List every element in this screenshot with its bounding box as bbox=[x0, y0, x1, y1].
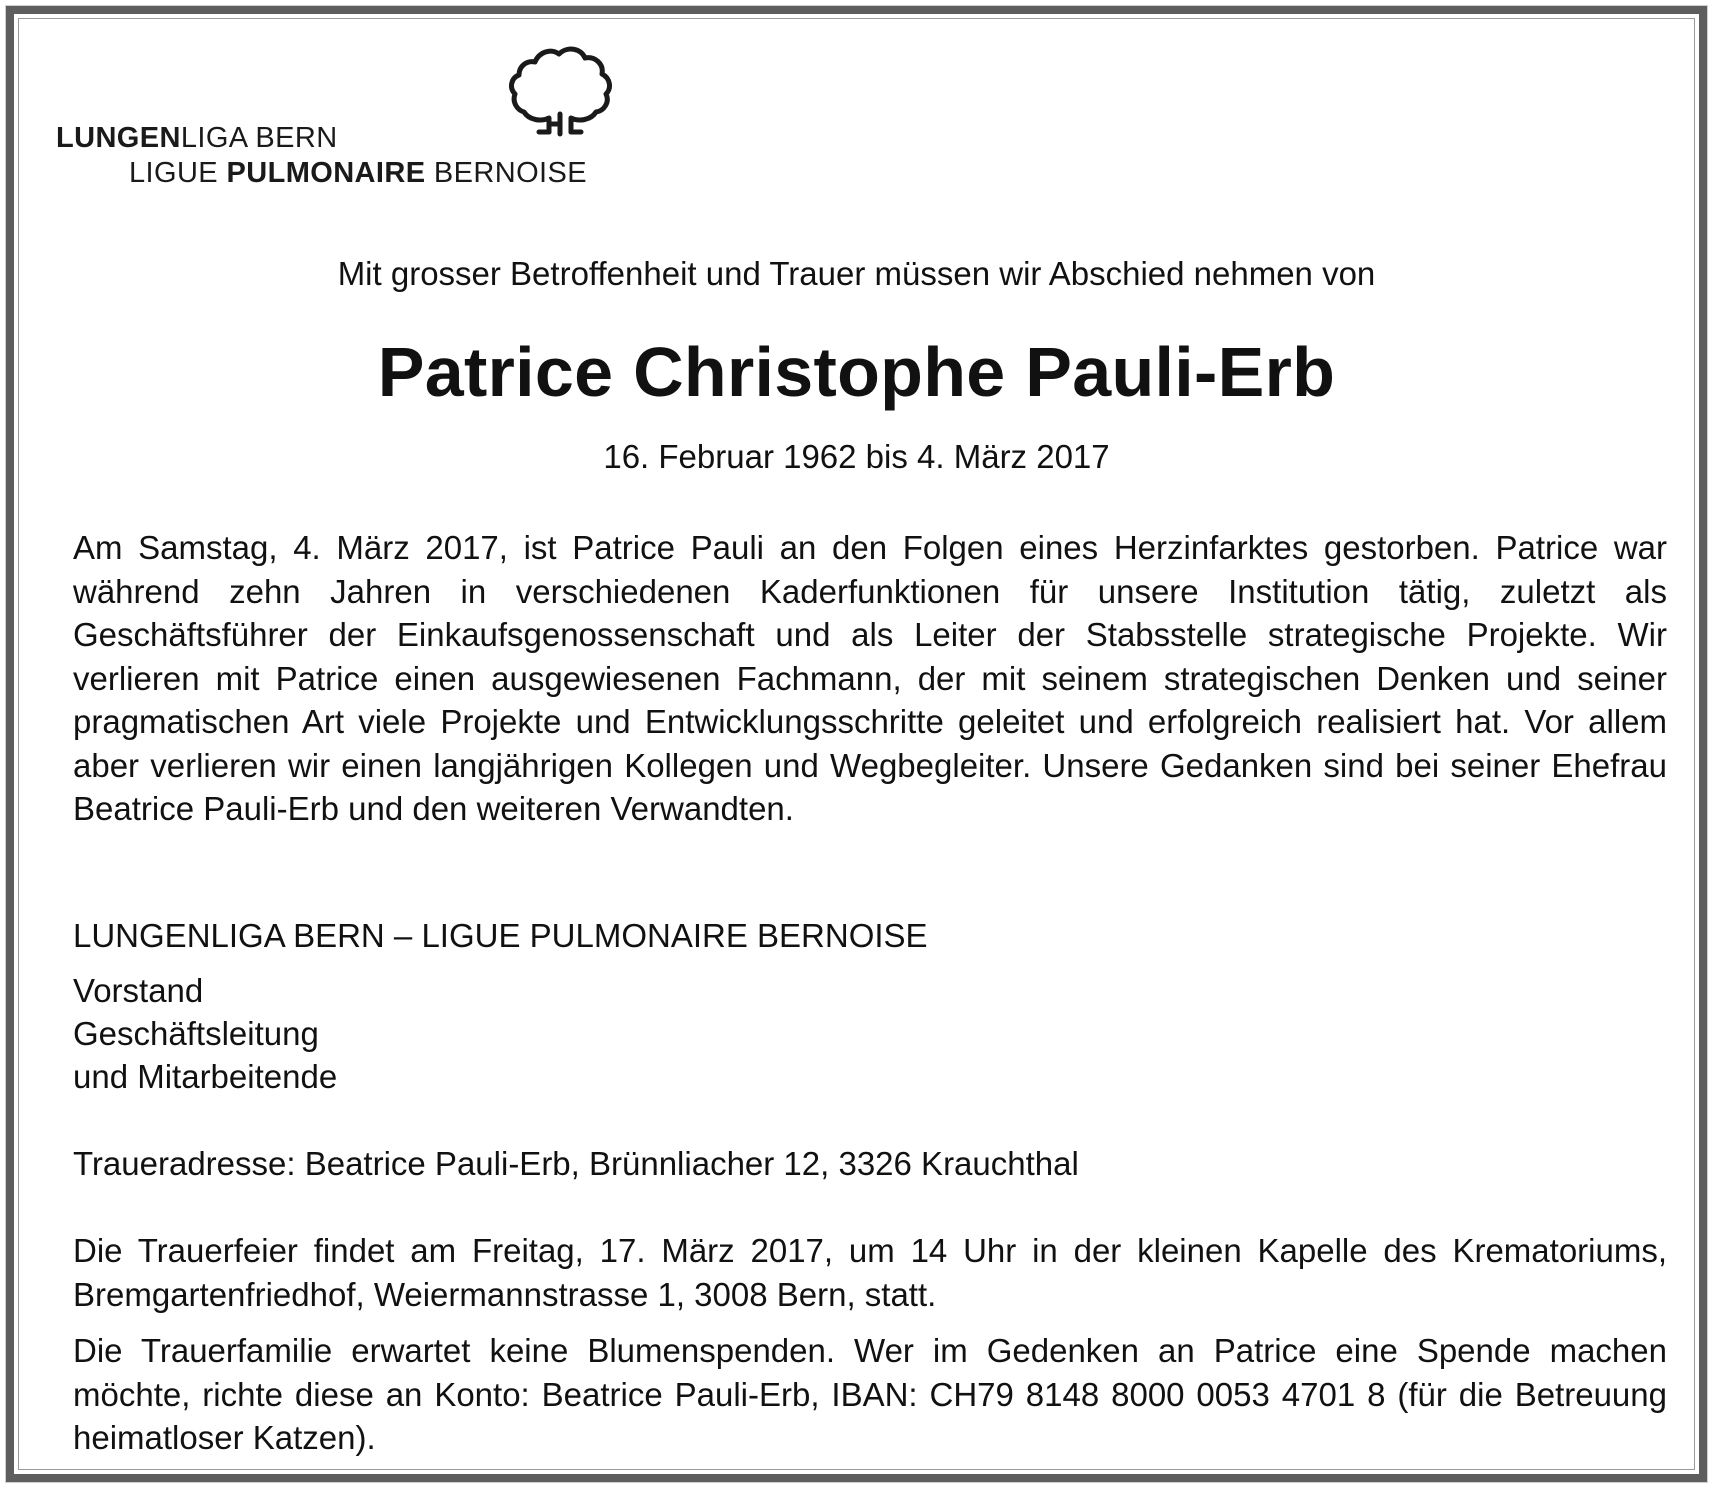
intro-line: Mit grosser Betroffenheit und Trauer müssen wir Abschied nehmen von bbox=[337, 255, 1376, 292]
logo-line-1-bold: LUNGEN bbox=[56, 122, 181, 154]
signatory-staff: und Mitarbeitende bbox=[73, 1058, 338, 1095]
donation-info: Die Trauerfamilie erwartet keine Blumenspenden. Wer im Gedenken an Patrice eine Spende machen möchte, richte diese an Konto: Beatrice Pauli-Erb, IBAN: CH79 8148 8000 0053 4701 8 (für die Betreuung heimatloser Katzen). bbox=[73, 1332, 1667, 1456]
obituary-paragraph: Am Samstag, 4. März 2017, ist Patrice Pauli an den Folgen eines Herzinfarktes gestorben. Patrice war während zehn Jahren in verschiedenen Kaderfunktionen für unsere Institution tätig, zuletzt als Geschäftsführer der Einkaufsgenossenschaft und als Leiter der Stabsstelle strategische Projekte. Wir verlieren mit Patrice einen ausgewiesenen Fachmann, der mit seinem strategischen Denken und seiner pragmatischen Art viele Projekte und Entwicklungsschritte geleitet und erfolgreich realisiert hat. Vor allem aber verlieren wir einen langjährigen Kollegen und Wegbegleiter. Unsere Gedanken sind bei seiner Ehefrau Beatrice Pauli-Erb und den weiteren Verwandten. bbox=[73, 529, 1667, 827]
tree-icon bbox=[509, 44, 619, 144]
logo-line-1 bbox=[56, 124, 338, 153]
mourning-address: Traueradresse: Beatrice Pauli-Erb, Brünnliacher 12, 3326 Krauchthal bbox=[73, 1145, 1079, 1182]
lungenliga-logo bbox=[54, 44, 614, 194]
signatory-board: Vorstand bbox=[73, 972, 204, 1009]
funeral-service-info: Die Trauerfeier findet am Freitag, 17. März 2017, um 14 Uhr in der kleinen Kapelle des Krematoriums, Bremgartenfriedhof, Weiermannstrasse 1, 3008 Bern, statt. bbox=[73, 1232, 1667, 1313]
logo-line-2-bold: PULMONAIRE bbox=[226, 157, 426, 189]
notice-frame bbox=[6, 6, 1707, 1482]
logo-line-1-rest: LIGA BERN bbox=[180, 122, 338, 154]
logo-line-2-rest: BERNOISE bbox=[425, 157, 587, 189]
logo-line-2 bbox=[129, 159, 587, 188]
organization-name: LUNGENLIGA BERN – LIGUE PULMONAIRE BERNOISE bbox=[73, 917, 928, 954]
life-dates: 16. Februar 1962 bis 4. März 2017 bbox=[603, 438, 1110, 475]
signatories bbox=[73, 969, 1667, 1098]
logo-line-2-pre: LIGUE bbox=[129, 157, 227, 189]
signatory-management: Geschäftsleitung bbox=[73, 1015, 319, 1052]
deceased-name: Patrice Christophe Pauli-Erb bbox=[377, 333, 1336, 411]
